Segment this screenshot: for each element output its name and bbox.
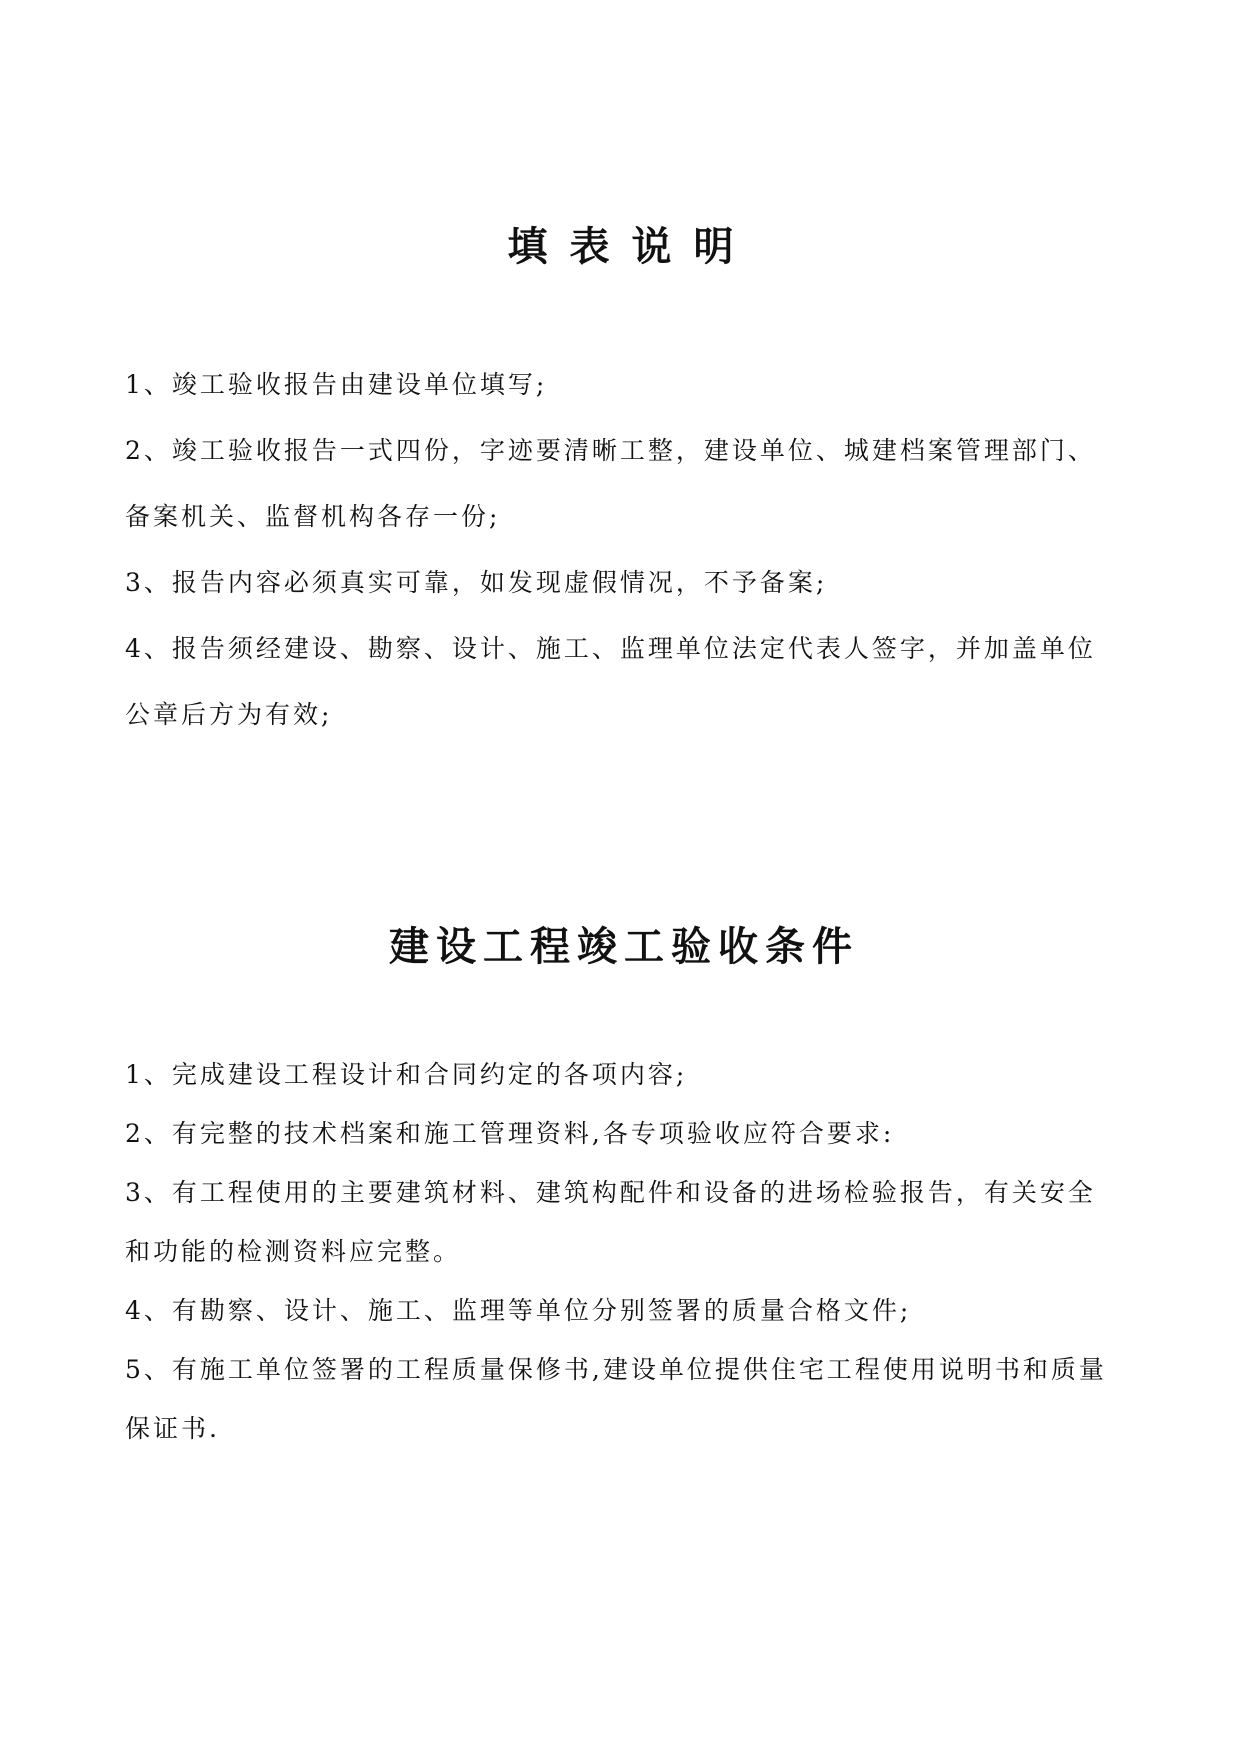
condition-item-5: 5、有施工单位签署的工程质量保修书,建设单位提供住宅工程使用说明书和质量保证书. <box>125 1355 1107 1443</box>
section-title-acceptance-conditions: 建设工程竣工验收条件 <box>389 924 859 970</box>
condition-item-2: 2、有完整的技术档案和施工管理资料,各专项验收应符合要求: <box>125 1119 895 1148</box>
instruction-item-4: 4、报告须经建设、勘察、设计、施工、监理单位法定代表人签字，并加盖单位公章后方为有效; <box>125 634 1096 729</box>
instruction-item-3: 3、报告内容必须真实可靠，如发现虚假情况，不予备案; <box>125 568 828 597</box>
instructions-list <box>125 352 1121 748</box>
section-title-instructions: 填表说明 <box>507 224 756 270</box>
instruction-item-1: 1、竣工验收报告由建设单位填写; <box>125 370 548 399</box>
conditions-list <box>125 1045 1121 1458</box>
condition-item-1: 1、完成建设工程设计和合同约定的各项内容; <box>125 1060 688 1089</box>
condition-item-3: 3、有工程使用的主要建筑材料、建筑构配件和设备的进场检验报告，有关安全和功能的检测资料应完整。 <box>125 1178 1096 1266</box>
condition-item-4: 4、有勘察、设计、施工、监理等单位分别签署的质量合格文件; <box>125 1296 912 1325</box>
instruction-item-2: 2、竣工验收报告一式四份，字迹要清晰工整，建设单位、城建档案管理部门、备案机关、监督机构各存一份; <box>125 436 1096 531</box>
